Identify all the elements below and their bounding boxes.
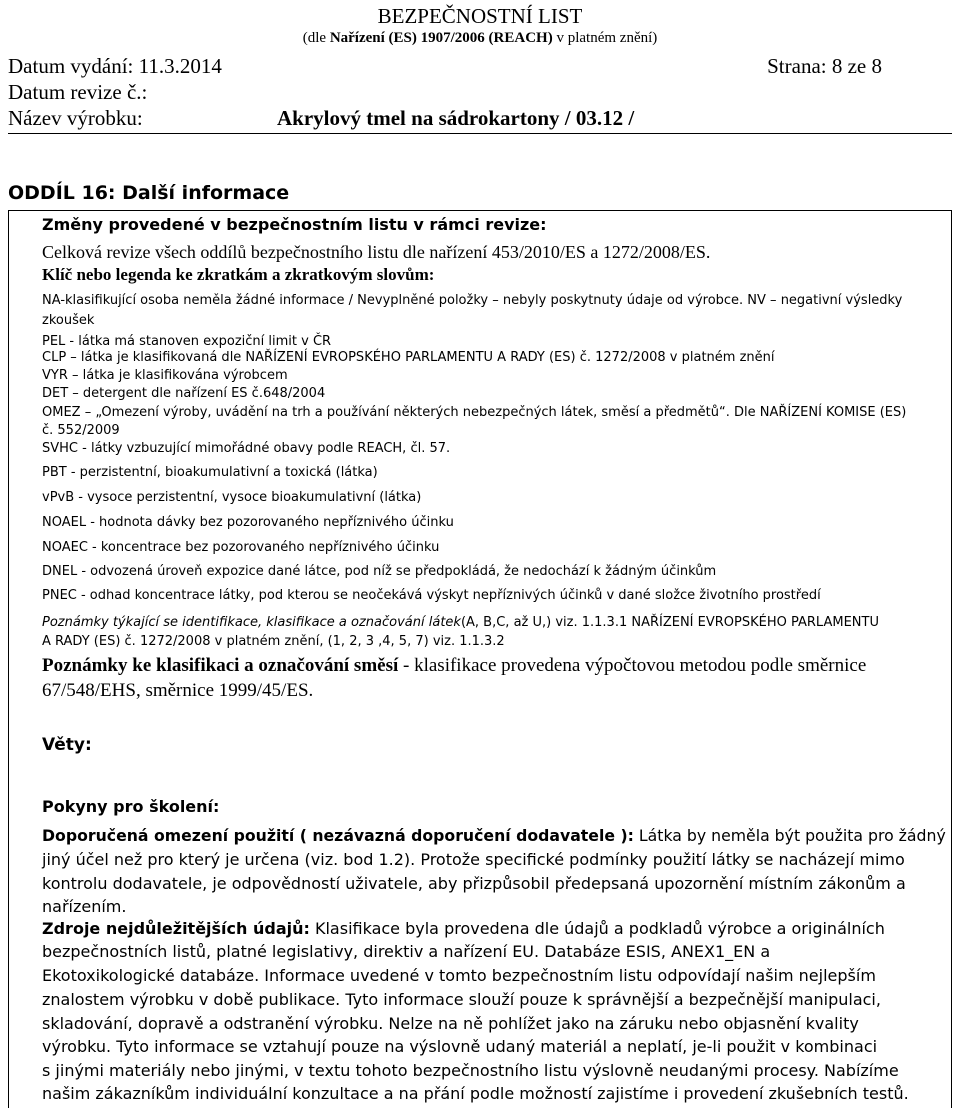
section-box-right [951,210,952,1108]
mixture-notes [42,655,866,677]
training-heading: Pokyny pro školení: [42,797,220,816]
abbr-vpvb: vPvB - vysoce perzistentní, vysoce bioakumulativní (látka) [42,490,422,505]
abbr-pbt: PBT - perzistentní, bioakumulativní a toxická (látka) [42,465,378,480]
issue-date: Datum vydání: 11.3.2014 [8,54,222,78]
regulation-subtitle [0,30,960,47]
key-heading: Klíč nebo legenda ke zkratkám a zkratkovým slovům: [42,265,435,284]
changes-heading: Změny provedené v bezpečnostním listu v rámci revize: [42,215,547,234]
restrictions-text: Látka by neměla být použita pro žádný [633,826,946,845]
subtitle-prefix: (dle [302,30,330,46]
sentences-heading: Věty: [42,735,92,755]
abbr-dnel: DNEL - odvozená úroveň expozice dané látce, pod níž se předpokládá, že nedochází k žádným účinkům [42,564,717,579]
page-number: Strana: 8 ze 8 [767,54,882,78]
subtitle-suffix: v platném znění) [552,30,658,46]
mixture-notes-text: - klasifikace provedena výpočtovou metodou podle směrnice [398,655,867,676]
restrictions-line-4: nařízením. [42,897,127,916]
abbr-det: DET – detergent dle nařízení ES č.648/2004 [42,386,326,401]
product-label: Název výrobku: [8,106,143,130]
header-divider [8,133,952,134]
sources-line-7: s jinými materiály nebo jinými, v textu tohoto bezpečnostního listu výslovně neudanými procesy. Nabízíme [42,1061,899,1080]
restrictions-line-2: jiný účel než pro který je určena (viz. bod 1.2). Protože specifické podmínky použití látky se nacházejí mimo [42,850,905,869]
abbr-vyr: VYR – látka je klasifikována výrobcem [42,368,288,383]
identification-notes-rest: (A, B,C, až U,) viz. 1.1.3.1 NAŘÍZENÍ EVROPSKÉHO PARLAMENTU [460,615,879,630]
sources-heading: Zdroje nejdůležitějších údajů: [42,919,310,938]
restrictions-heading: Doporučená omezení použití ( nezávazná doporučení dodavatele ): [42,826,634,845]
identification-notes-italic: Poznámky týkající se identifikace, klasifikace a označování látek [42,615,461,630]
sources-text: Klasifikace byla provedena dle údajů a podkladů výrobce a originálních [309,919,885,938]
abbr-pnec: PNEC - odhad koncentrace látky, pod kterou se neočekává výskyt nepříznivých účinků v dané složce životního prostředí [42,588,821,603]
sources-line-3: Ekotoxikologické databáze. Informace uvedené v tomto bezpečnostním listu odpovídají našim nejlepším [42,966,876,985]
section-box-left [8,210,9,1108]
sources-line-2: bezpečnostních listů, platné legislativy, direktiv a nařízení EU. Databáze ESIS, ANEX1_EN a [42,942,771,961]
subtitle-regulation: Nařízení (ES) 1907/2006 (REACH) [329,30,553,46]
identification-notes [42,615,879,630]
identification-notes-cont: A RADY (ES) č. 1272/2008 v platném znění, (1, 2, 3 ,4, 5, 7) viz. 1.1.3.2 [42,634,505,649]
restrictions-line-1 [42,826,946,845]
sources-line-5: skladování, dopravě a odstranění výrobku. Nelze na ně pohlížet jako na záruku nebo objasnění kvality [42,1014,859,1033]
product-name: Akrylový tmel na sádrokartony / 03.12 / [277,106,635,130]
mixture-notes-cont: 67/548/EHS, směrnice 1999/45/ES. [42,680,314,701]
changes-text: Celková revize všech oddílů bezpečnostního listu dle nařízení 453/2010/ES a 1272/2008/ES. [42,242,711,262]
section-title: ODDÍL 16: Další informace [8,182,290,204]
sources-line-4: znalostem výrobku v době publikace. Tyto informace slouží pouze k správnější a bezpečnější manipulaci, [42,990,881,1009]
abbr-noael: NOAEL - hodnota dávky bez pozorovaného nepříznivého účinku [42,515,454,530]
sources-line-8: našim zákazníkům individuální konzultace a na přání podle možností zajistíme i provedení zkušebních testů. [42,1084,909,1103]
abbr-pel: PEL - látka má stanoven expoziční limit v ČR [42,334,332,349]
abbr-noaec: NOAEC - koncentrace bez pozorovaného nepříznivého účinku [42,540,440,555]
document-title: BEZPEČNOSTNÍ LIST [377,4,583,28]
section-box-top [8,210,952,211]
abbr-svhc: SVHC - látky vzbuzující mimořádné obavy podle REACH, čl. 57. [42,441,451,456]
revision-date: Datum revize č.: [8,80,148,104]
abbr-omez-cont: č. 552/2009 [42,423,120,438]
abbr-omez: OMEZ – „Omezení výroby, uvádění na trh a používání některých nebezpečných látek, směsí a předmětů“. Dle NAŘÍZENÍ KOMISE (ES) [42,405,907,420]
sources-line-1 [42,919,885,938]
abbr-nv-cont: zkoušek [42,313,95,328]
abbr-clp: CLP – látka je klasifikovaná dle NAŘÍZENÍ EVROPSKÉHO PARLAMENTU A RADY (ES) č. 1272/2008 v platném znění [42,350,775,365]
abbr-na-nv: NA-klasifikující osoba neměla žádné informace / Nevyplněné položky – nebyly poskytnuty údaje od výrobce. NV – negativní výsledky [42,293,903,308]
sources-line-6: výrobku. Tyto informace se vztahují pouze na výslovně udaný materiál a neplatí, je-li použit v kombinaci [42,1037,878,1056]
mixture-notes-heading: Poznámky ke klasifikaci a označování směsí [42,655,399,676]
restrictions-line-3: kontrolu dodavatele, je odpovědností uživatele, aby přizpůsobil předepsaná upozornění místním zákonům a [42,874,906,893]
